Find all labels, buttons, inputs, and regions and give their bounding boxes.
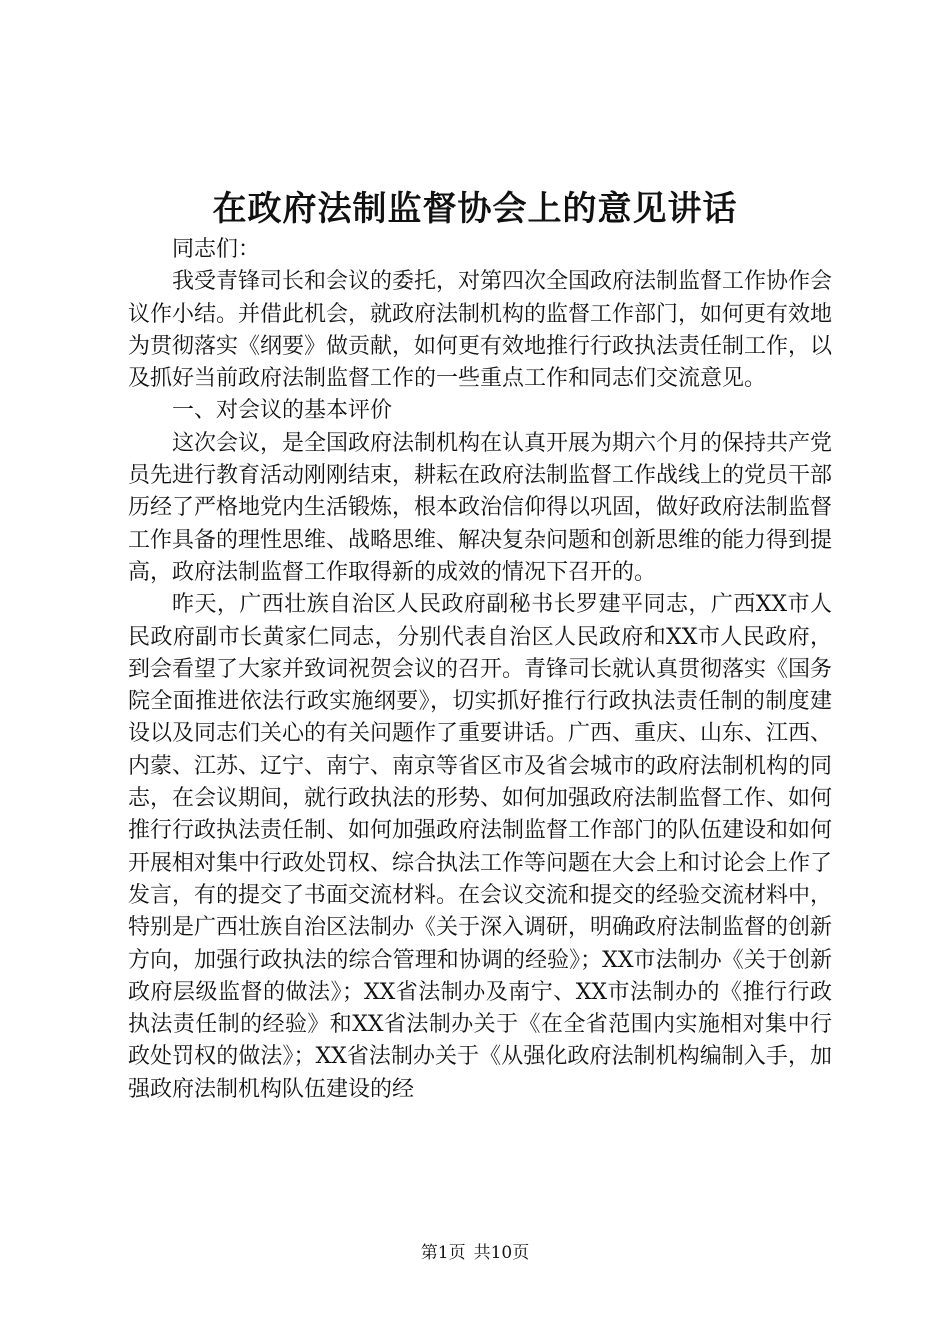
page-footer: [0, 1241, 950, 1265]
paragraph-intro: 我受青锋司长和会议的委托，对第四次全国政府法制监督工作协作会议作小结。并借此机会，就政府法制机构的监督工作部门，如何更有效地为贯彻落实《纲要》做贡献，如何更有效地推行行政执法责任制工作，以及抓好当前政府法制监督工作的一些重点工作和同志们交流意见。: [128, 269, 833, 392]
document-body: [128, 234, 832, 1106]
document-title: 在政府法制监督协会上的意见讲话: [212, 189, 738, 229]
paragraph-meeting-context: 这次会议，是全国政府法制机构在认真开展为期六个月的保持共产党员先进行教育活动刚刚结束，耕耘在政府法制监督工作战线上的党员干部历经了严格地党内生活锻炼，根本政治信仰得以巩固，做好政府法制监督工作具备的理性思维、战略思维、解决复杂问题和创新思维的能力得到提高，政府法制监督工作取得新的成效的情况下召开的。: [128, 430, 833, 585]
paragraph-salutation: 同志们：: [172, 237, 261, 262]
paragraph-meeting-details: 昨天，广西壮族自治区人民政府副秘书长罗建平同志，广西XX市人民政府副市长黄家仁同志，分别代表自治区人民政府和XX市人民政府，到会看望了大家并致词祝贺会议的召开。青锋司长就认真贯彻落实《国务院全面推进依法行政实施纲要》，切实抓好推行行政执法责任制的制度建设以及同志们关心的有关问题作了重要讲话。广西、重庆、山东、江西、内蒙、江苏、辽宁、南宁、南京等省区市及省会城市的政府法制机构的同志，在会议期间，就行政执法的形势、如何加强政府法制监督工作、如何推行行政执法责任制、如何加强政府法制监督工作部门的队伍建设和如何开展相对集中行政处罚权、综合执法工作等问题在大会上和讨论会上作了发言，有的提交了书面交流材料。在会议交流和提交的经验交流材料中，特别是广西壮族自治区法制办《关于深入调研，明确政府法制监督的创新方向，加强行政执法的综合管理和协调的经验》；XX市法制办《关于创新政府层级监督的做法》；XX省法制办及南宁、XX市法制办的《推行行政执法责任制的经验》和XX省法制办关于《在全省范围内实施相对集中行政处罚权的做法》；XX省法制办关于《从强化政府法制机构编制入手，加强政府法制机构队伍建设的经: [128, 592, 833, 1102]
page-total: 共10页: [473, 1243, 530, 1263]
section-heading: 一、对会议的基本评价: [172, 398, 393, 424]
page-number: 第1页: [420, 1243, 466, 1263]
